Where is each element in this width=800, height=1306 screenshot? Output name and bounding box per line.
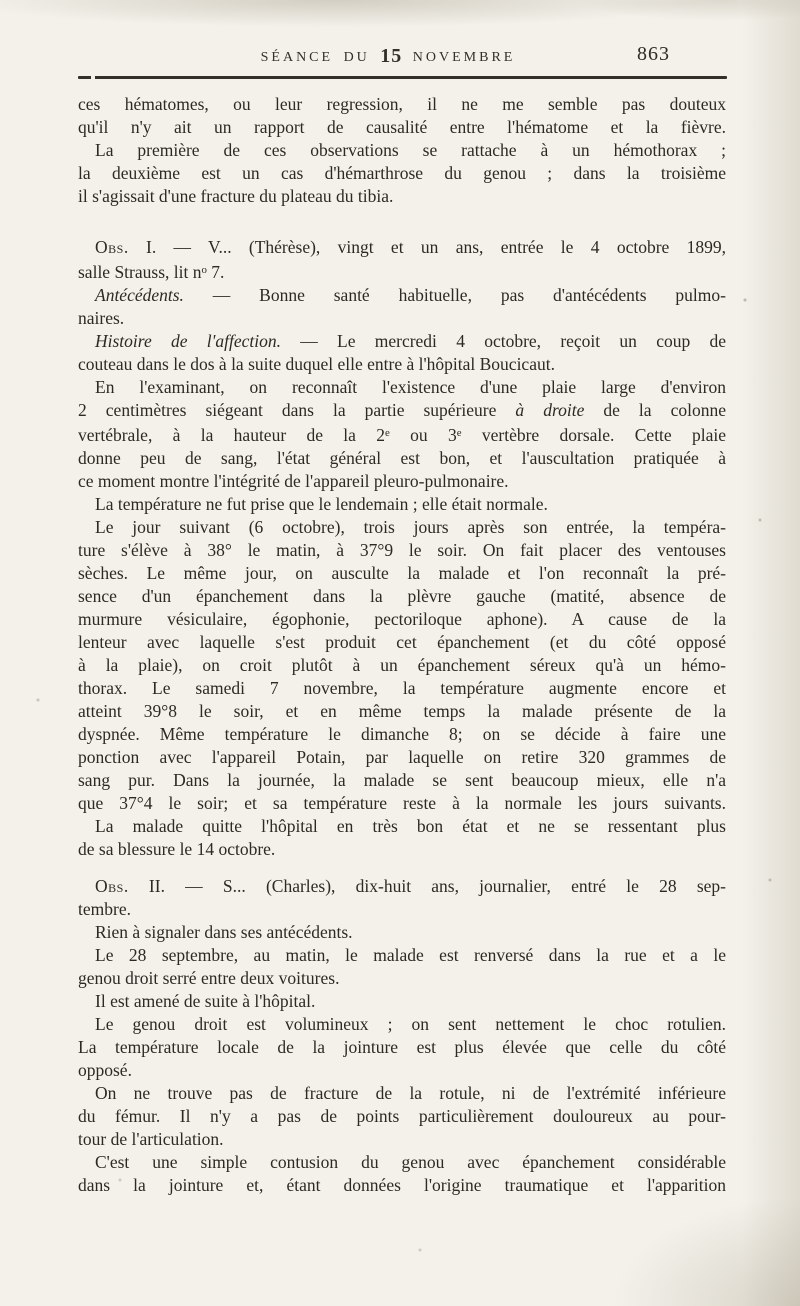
- text-segment: qu'il n'y ait un rapport de causalité entre l'hématome et la fièvre.: [78, 117, 726, 137]
- text-line: [78, 608, 726, 631]
- text-line: [78, 875, 726, 898]
- text-line: [78, 236, 726, 259]
- document-body: [78, 93, 726, 1197]
- text-segment: vertébrale, à la hauteur de la 2: [78, 424, 386, 445]
- text-segment: du fémur. Il n'y a pas de points particulièrement douloureux au pour-: [78, 1105, 726, 1126]
- text-line: [78, 330, 726, 353]
- header-title-number: 15: [380, 45, 403, 67]
- text-line: [78, 353, 726, 376]
- text-line: [78, 185, 726, 208]
- text-line: [78, 1036, 726, 1059]
- text-segment: II. — S... (Charles), dix-huit ans, journalier, entré le 28 sep-: [128, 875, 726, 896]
- text-segment: dyspnée. Même température le dimanche 8; on se décide à faire une: [78, 723, 726, 744]
- text-segment: donne peu de sang, l'état général est bon, et l'auscultation pratiquée à: [78, 447, 726, 468]
- text-segment: — Le mercredi 4 octobre, reçoit un coup de: [280, 330, 726, 351]
- text-line: [78, 769, 726, 792]
- text-line: [78, 139, 726, 162]
- text-segment: vertèbre dorsale. Cette plaie: [461, 424, 727, 445]
- text-segment: ponction avec l'appareil Potain, par laquelle on retire 320 grammes de: [78, 746, 726, 767]
- text-line: [78, 1105, 726, 1128]
- text-segment: tour de l'articulation.: [78, 1128, 224, 1149]
- paragraph: [78, 944, 726, 990]
- text-segment: e: [456, 426, 462, 439]
- text-line: [78, 990, 726, 1013]
- text-segment: La malade quitte l'hôpital en très bon état et ne se ressentant plus: [95, 815, 726, 836]
- text-segment: ces hématomes, ou leur regression, il ne me semble pas douteux: [78, 94, 726, 114]
- paragraph: [78, 990, 726, 1013]
- text-line: [78, 677, 726, 700]
- text-segment: La température ne fut prise que le lendemain ; elle était normale.: [95, 493, 548, 514]
- text-line: [78, 723, 726, 746]
- text-line: [78, 284, 726, 307]
- text-segment: opposé.: [78, 1059, 132, 1080]
- text-segment: Obs.: [95, 875, 129, 896]
- header-rule-divider: [78, 76, 727, 79]
- text-line: [78, 1059, 726, 1082]
- text-segment: ce moment montre l'intégrité de l'appareil pleuro-pulmonaire.: [78, 470, 509, 491]
- text-segment: On ne trouve pas de fracture de la rotule, ni de l'extrémité inférieure: [95, 1082, 726, 1103]
- paragraph: [78, 376, 726, 493]
- paragraph: [78, 139, 726, 208]
- text-segment: naires.: [78, 307, 125, 328]
- text-segment: genou droit serré entre deux voitures.: [78, 967, 340, 988]
- text-segment: à droite: [515, 399, 585, 420]
- text-segment: à la plaie), on croit plutôt à un épanchement séreux qu'à un hémo-: [78, 654, 726, 675]
- text-line: [78, 562, 726, 585]
- text-line: [78, 1013, 726, 1036]
- paragraph: [78, 236, 726, 284]
- text-line: [78, 422, 726, 447]
- text-line: [78, 838, 726, 861]
- page-number: 863: [637, 43, 670, 65]
- text-segment: sence d'un épanchement dans la plèvre gauche (matité, absence de: [78, 585, 726, 606]
- paragraph: [78, 921, 726, 944]
- header-title-prefix: SÉANCE DU: [260, 50, 381, 65]
- text-segment: La première de ces observations se rattache à un hémothorax ;: [95, 140, 726, 160]
- text-line: [78, 116, 726, 139]
- text-segment: Il est amené de suite à l'hôpital.: [95, 990, 316, 1011]
- text-segment: ture s'élève à 38° le matin, à 37°9 le soir. On fait placer des ventouses: [78, 539, 726, 560]
- text-segment: Obs.: [95, 237, 129, 257]
- paragraph: [78, 516, 726, 815]
- paragraph: [78, 284, 726, 330]
- text-line: [78, 399, 726, 422]
- text-segment: que 37°4 le soir; et sa température reste à la normale les jours suivants.: [78, 792, 726, 813]
- paragraph: [78, 330, 726, 376]
- text-segment: salle Strauss, lit n: [78, 261, 202, 282]
- paragraph: [78, 1013, 726, 1082]
- text-line: [78, 792, 726, 815]
- text-line: [78, 815, 726, 838]
- text-line: [78, 259, 726, 284]
- text-segment: il s'agissait d'une fracture du plateau du tibia.: [78, 186, 394, 206]
- text-line: [78, 1174, 726, 1197]
- text-segment: I. — V... (Thérèse), vingt et un ans, entrée le 4 octobre 1899,: [128, 237, 726, 257]
- text-segment: La température locale de la jointure est plus élevée que celle du côté: [78, 1036, 726, 1057]
- text-segment: Rien à signaler dans ses antécédents.: [95, 921, 353, 942]
- text-segment: Antécédents.: [95, 284, 184, 305]
- text-segment: sèches. Le même jour, on ausculte la malade et l'on reconnaît la pré-: [78, 562, 726, 583]
- text-segment: Histoire de l'affection.: [95, 330, 281, 351]
- text-segment: atteint 39°8 le soir, et en même temps la malade présente de la: [78, 700, 726, 721]
- text-segment: o: [201, 264, 207, 276]
- text-segment: — Bonne santé habituelle, pas d'antécédents pulmo-: [183, 284, 726, 305]
- paragraph: [78, 93, 726, 139]
- text-segment: C'est une simple contusion du genou avec épanchement considérable: [95, 1151, 726, 1172]
- text-segment: la deuxième est un cas d'hémarthrose du genou ; dans la troisième: [78, 163, 726, 183]
- text-segment: de sa blessure le 14 octobre.: [78, 838, 276, 859]
- text-line: [78, 631, 726, 654]
- text-line: [78, 967, 726, 990]
- text-line: [78, 447, 726, 470]
- text-line: [78, 493, 726, 516]
- text-segment: ou 3: [389, 424, 457, 445]
- text-segment: 2 centimètres siégeant dans la partie supérieure: [78, 399, 516, 420]
- text-line: [78, 746, 726, 769]
- text-line: [78, 162, 726, 185]
- paragraph: [78, 1082, 726, 1151]
- text-segment: tembre.: [78, 898, 131, 919]
- page-header: [78, 45, 698, 68]
- text-segment: de la colonne: [584, 399, 726, 420]
- paragraph: [78, 875, 726, 921]
- text-segment: Le jour suivant (6 octobre), trois jours après son entrée, la tempéra-: [95, 516, 726, 537]
- text-segment: thorax. Le samedi 7 novembre, la température augmente encore et: [78, 677, 726, 698]
- text-segment: murmure vésiculaire, égophonie, pectoriloque aphone). A cause de la: [78, 608, 726, 629]
- text-segment: 7.: [206, 261, 225, 282]
- text-line: [78, 1151, 726, 1174]
- text-line: [78, 376, 726, 399]
- text-segment: lenteur avec laquelle s'est produit cet épanchement (et du côté opposé: [78, 631, 726, 652]
- text-line: [78, 516, 726, 539]
- text-line: [78, 944, 726, 967]
- text-line: [78, 898, 726, 921]
- text-segment: e: [385, 426, 390, 439]
- text-line: [78, 470, 726, 493]
- text-line: [78, 539, 726, 562]
- text-segment: couteau dans le dos à la suite duquel elle entre à l'hôpital Boucicaut.: [78, 353, 555, 374]
- text-line: [78, 1128, 726, 1151]
- text-segment: En l'examinant, on reconnaît l'existence d'une plaie large d'environ: [95, 376, 726, 397]
- text-segment: dans la jointure et, étant données l'origine traumatique et l'apparition: [78, 1174, 726, 1195]
- text-line: [78, 585, 726, 608]
- paragraph: [78, 1151, 726, 1197]
- header-title-suffix: NOVEMBRE: [402, 50, 516, 65]
- text-line: [78, 921, 726, 944]
- text-line: [78, 700, 726, 723]
- text-segment: sang pur. Dans la journée, la malade se sent beaucoup mieux, elle n'a: [78, 769, 726, 790]
- text-segment: Le 28 septembre, au matin, le malade est renversé dans la rue et a le: [95, 944, 726, 965]
- text-segment: Le genou droit est volumineux ; on sent nettement le choc rotulien.: [95, 1013, 726, 1034]
- text-line: [78, 654, 726, 677]
- paragraph: [78, 493, 726, 516]
- paragraph: [78, 815, 726, 861]
- text-line: [78, 93, 726, 116]
- text-line: [78, 307, 726, 330]
- text-line: [78, 1082, 726, 1105]
